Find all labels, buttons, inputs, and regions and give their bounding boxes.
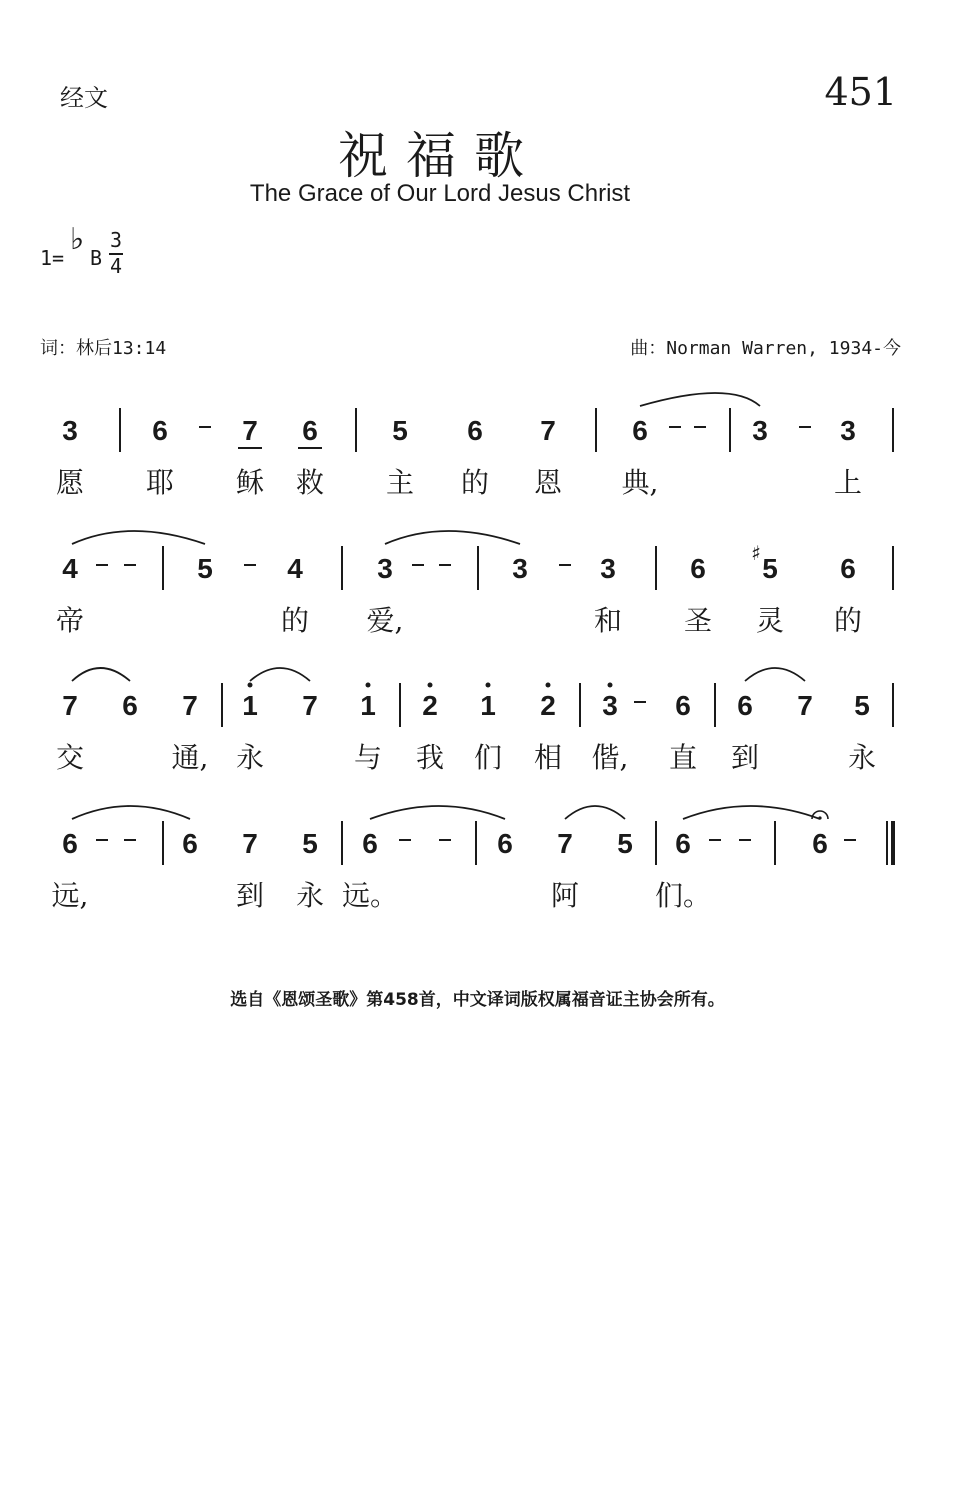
- lyric-syllable: 与: [353, 741, 383, 774]
- note-6: 6: [690, 553, 706, 584]
- lyric-syllable: 爱,: [366, 604, 404, 637]
- hymn-title-english: The Grace of Our Lord Jesus Christ: [249, 180, 631, 207]
- note-6: 6: [675, 828, 691, 859]
- note-6: 6: [467, 415, 483, 446]
- key-note: B: [90, 246, 103, 270]
- lyric-syllable: 的: [833, 604, 863, 637]
- lyric-syllable: 到: [730, 741, 760, 774]
- lyricist-credit: 词：林后13:14: [40, 338, 167, 359]
- lyric-syllable: 交: [55, 741, 85, 774]
- time-signature-top: 3: [110, 228, 123, 252]
- slur-arc: [72, 806, 190, 819]
- note-2: 2: [540, 690, 556, 721]
- note-6: 6: [302, 415, 318, 446]
- composer-credit: 曲：Norman Warren, 1934-今: [630, 338, 901, 359]
- lyric-syllable: 们。: [654, 879, 712, 912]
- note-1: 1: [360, 690, 376, 721]
- note-3: 3: [377, 553, 393, 584]
- note-6: 6: [152, 415, 168, 446]
- note-5: 5: [854, 690, 870, 721]
- note-5: 5: [392, 415, 408, 446]
- note-6: 6: [62, 828, 78, 859]
- lyric-syllable: 的: [280, 604, 310, 637]
- note-5: 5: [617, 828, 633, 859]
- time-signature-bottom: 4: [110, 254, 123, 278]
- lyric-syllable: 灵: [755, 604, 785, 637]
- note-7: 7: [242, 415, 258, 446]
- slur-arc: [745, 668, 805, 681]
- lyric-syllable: 救: [295, 466, 325, 499]
- lyric-syllable: 我: [415, 741, 445, 774]
- lyric-syllable: 典,: [621, 466, 659, 499]
- high-octave-dot: [608, 683, 613, 688]
- lyric-syllable: 恩: [533, 466, 563, 499]
- lyric-syllable: 到: [235, 879, 265, 912]
- lyric-syllable: 稣: [235, 466, 265, 499]
- lyric-syllable: 永: [235, 741, 265, 774]
- note-3: 3: [600, 553, 616, 584]
- high-octave-dot: [546, 683, 551, 688]
- hymn-title-chinese: 祝福歌: [338, 127, 542, 185]
- note-7: 7: [302, 690, 318, 721]
- lyric-syllable: 主: [385, 466, 415, 499]
- sharp-icon: ♯: [751, 541, 761, 565]
- copyright-footer: 选自《恩颂圣歌》第458首，中文译词版权属福音证主协会所有。: [230, 990, 725, 1010]
- lyric-syllable: 和: [593, 604, 623, 637]
- note-6: 6: [675, 690, 691, 721]
- lyric-syllable: 的: [460, 466, 490, 499]
- lyric-syllable: 偕,: [591, 741, 629, 774]
- note-1: 1: [480, 690, 496, 721]
- note-3: 3: [512, 553, 528, 584]
- lyric-syllable: 远。: [341, 879, 399, 912]
- note-7: 7: [540, 415, 556, 446]
- note-7: 7: [62, 690, 78, 721]
- lyric-syllable: 帝: [55, 604, 85, 637]
- lyric-syllable: 远,: [51, 879, 89, 912]
- note-6: 6: [362, 828, 378, 859]
- note-5: 5: [762, 553, 778, 584]
- note-6: 6: [840, 553, 856, 584]
- note-6: 6: [497, 828, 513, 859]
- slur-arc: [370, 806, 505, 819]
- note-2: 2: [422, 690, 438, 721]
- slur-arc: [250, 668, 310, 681]
- lyric-syllable: 相: [533, 741, 563, 774]
- key-prefix: 1=: [40, 246, 65, 270]
- lyric-syllable: 直: [668, 741, 698, 774]
- note-3: 3: [602, 690, 618, 721]
- note-3: 3: [752, 415, 768, 446]
- lyric-syllable: 耶: [145, 466, 175, 499]
- note-3: 3: [840, 415, 856, 446]
- high-octave-dot: [366, 683, 371, 688]
- note-6: 6: [122, 690, 138, 721]
- lyric-syllable: 通,: [171, 741, 209, 774]
- slur-arc: [72, 531, 205, 544]
- high-octave-dot: [486, 683, 491, 688]
- high-octave-dot: [428, 683, 433, 688]
- lyric-syllable: 上: [833, 466, 863, 499]
- lyric-syllable: 永: [295, 879, 325, 912]
- slur-arc: [565, 806, 625, 819]
- note-6: 6: [632, 415, 648, 446]
- slur-arc: [683, 806, 820, 819]
- slur-arc: [72, 668, 130, 681]
- slur-arc: [385, 531, 520, 544]
- lyric-syllable: 永: [847, 741, 877, 774]
- note-6: 6: [812, 828, 828, 859]
- note-7: 7: [797, 690, 813, 721]
- lyric-syllable: 愿: [55, 466, 85, 499]
- lyric-syllable: 圣: [683, 604, 713, 637]
- note-7: 7: [182, 690, 198, 721]
- note-6: 6: [737, 690, 753, 721]
- note-6: 6: [182, 828, 198, 859]
- note-5: 5: [302, 828, 318, 859]
- note-7: 7: [557, 828, 573, 859]
- lyric-syllable: 阿: [550, 879, 580, 912]
- note-1: 1: [242, 690, 258, 721]
- note-3: 3: [62, 415, 78, 446]
- category-label: 经文: [60, 84, 108, 112]
- note-4: 4: [287, 553, 303, 584]
- note-5: 5: [197, 553, 213, 584]
- lyric-syllable: 们: [473, 741, 503, 774]
- hymn-number: 451: [824, 70, 897, 114]
- note-7: 7: [242, 828, 258, 859]
- note-4: 4: [62, 553, 78, 584]
- flat-icon: ♭: [70, 222, 85, 257]
- slur-arc: [640, 393, 760, 406]
- high-octave-dot: [248, 683, 253, 688]
